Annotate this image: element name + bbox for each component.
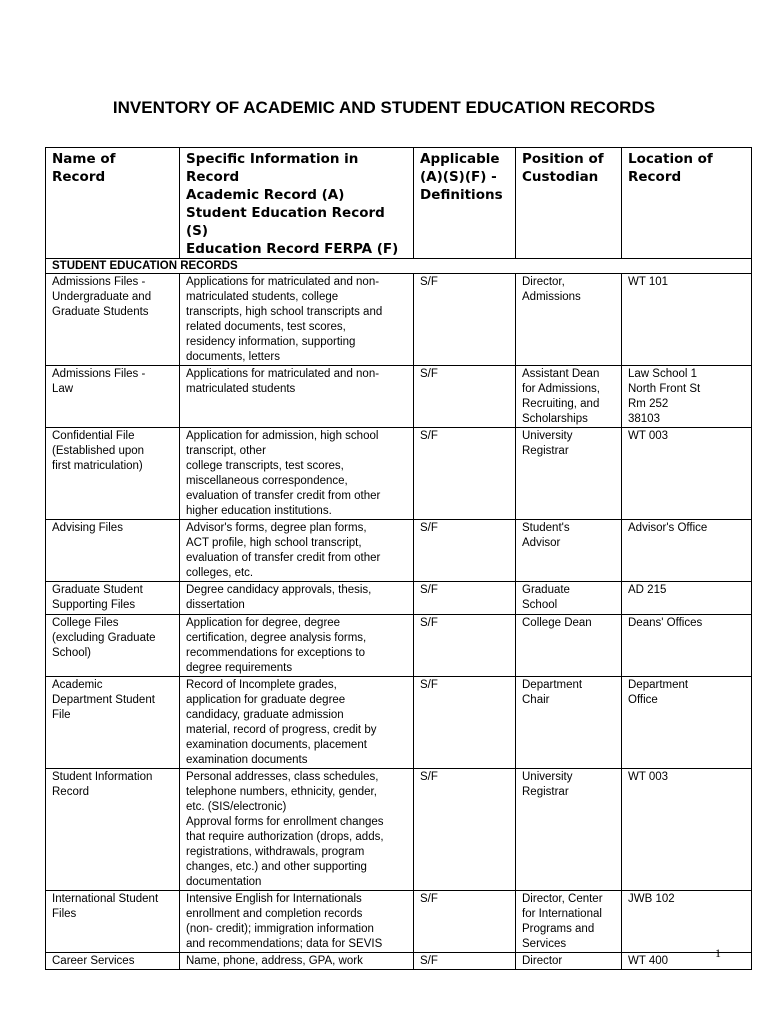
location-cell — [622, 366, 752, 428]
document-title: INVENTORY OF ACADEMIC AND STUDENT EDUCATION RECORDS — [112, 98, 656, 117]
table-row — [46, 274, 752, 366]
record-name-cell — [46, 615, 180, 677]
cell-line: Name, phone, address, GPA, work — [186, 955, 363, 967]
record-name-cell — [46, 582, 180, 615]
cell-line: Department Student — [52, 694, 155, 706]
cell-line: Director, — [522, 276, 565, 288]
header-line: Record — [628, 169, 682, 185]
cell-line: college transcripts, test scores, — [186, 460, 344, 472]
cell-line: matriculated students, college — [186, 291, 339, 303]
cell-line: Degree candidacy approvals, thesis, — [186, 584, 372, 596]
cell-line: JWB 102 — [628, 893, 675, 905]
custodian-cell — [516, 274, 622, 366]
cell-line: registrations, withdrawals, program — [186, 846, 365, 858]
cell-line: Approval forms for enrollment changes — [186, 816, 384, 828]
header-line: Custodian — [522, 169, 599, 185]
cell-line: Intensive English for Internationals — [186, 893, 362, 905]
custodian-cell — [516, 366, 622, 428]
cell-line: higher education institutions. — [186, 505, 332, 517]
cell-line: (excluding Graduate — [52, 632, 156, 644]
header-line: Student Education Record (S) — [186, 205, 385, 239]
header-line: Applicable — [420, 151, 500, 167]
cell-line: colleges, etc. — [186, 567, 254, 579]
location-cell — [622, 428, 752, 520]
cell-line: WT 101 — [628, 276, 669, 288]
cell-line: Rm 252 — [628, 398, 669, 410]
applicable-cell — [414, 520, 516, 582]
header-applicable — [414, 148, 516, 259]
record-info-cell — [180, 366, 414, 428]
cell-line: matriculated students — [186, 383, 296, 395]
cell-line: documentation — [186, 876, 262, 888]
cell-line: School) — [52, 647, 91, 659]
cell-line: Office — [628, 694, 658, 706]
cell-line: S/F — [420, 430, 438, 442]
cell-line: Career Services — [52, 955, 135, 967]
table-row — [46, 769, 752, 891]
cell-line: Student Information — [52, 771, 153, 783]
cell-line: Law School 1 — [628, 368, 698, 380]
table-row — [46, 520, 752, 582]
record-info-cell — [180, 891, 414, 953]
cell-line: Personal addresses, class schedules, — [186, 771, 379, 783]
cell-line: for International — [522, 908, 602, 920]
header-line: Location of — [628, 151, 713, 167]
record-name-cell — [46, 891, 180, 953]
cell-line: S/F — [420, 679, 438, 691]
applicable-cell — [414, 953, 516, 970]
records-table — [45, 147, 752, 970]
header-line: Specific Information in Record — [186, 151, 359, 185]
cell-line: Department — [628, 679, 689, 691]
location-cell — [622, 520, 752, 582]
location-cell — [622, 677, 752, 769]
cell-line: S/F — [420, 276, 438, 288]
cell-line: S/F — [420, 522, 438, 534]
cell-line: School — [522, 599, 558, 611]
record-info-cell — [180, 677, 414, 769]
location-cell — [622, 953, 752, 970]
record-info-cell — [180, 582, 414, 615]
applicable-cell — [414, 428, 516, 520]
applicable-cell — [414, 366, 516, 428]
header-position-of-custodian — [516, 148, 622, 259]
cell-line: Undergraduate and — [52, 291, 152, 303]
cell-line: material, record of progress, credit by — [186, 724, 377, 736]
cell-line: Deans' Offices — [628, 617, 703, 629]
cell-line: degree requirements — [186, 662, 293, 674]
cell-line: Application for admission, high school — [186, 430, 379, 442]
table-row — [46, 428, 752, 520]
location-cell — [622, 769, 752, 891]
applicable-cell — [414, 677, 516, 769]
cell-line: Recruiting, and — [522, 398, 600, 410]
page-number: 1 — [715, 946, 721, 960]
record-info-cell — [180, 428, 414, 520]
cell-line: Scholarships — [522, 413, 588, 425]
cell-line: College Files — [52, 617, 119, 629]
header-specific-information — [180, 148, 414, 259]
cell-line: S/F — [420, 955, 438, 967]
cell-line: for Admissions, — [522, 383, 600, 395]
cell-line: S/F — [420, 368, 438, 380]
cell-line: Applications for matriculated and non- — [186, 276, 380, 288]
cell-line: Advisor — [522, 537, 561, 549]
custodian-cell — [516, 891, 622, 953]
cell-line: Admissions Files - — [52, 368, 146, 380]
record-name-cell — [46, 428, 180, 520]
header-line: (A)(S)(F) - — [420, 169, 497, 185]
cell-line: first matriculation) — [52, 460, 143, 472]
cell-line: Student's — [522, 522, 570, 534]
cell-line: Programs and — [522, 923, 595, 935]
cell-line: examination documents, placement — [186, 739, 367, 751]
header-line: Position of — [522, 151, 604, 167]
custodian-cell — [516, 769, 622, 891]
record-name-cell — [46, 366, 180, 428]
cell-line: Registrar — [522, 445, 569, 457]
applicable-cell — [414, 891, 516, 953]
section-row — [46, 259, 752, 274]
record-info-cell — [180, 953, 414, 970]
cell-line: related documents, test scores, — [186, 321, 346, 333]
cell-line: enrollment and completion records — [186, 908, 363, 920]
header-line: Definitions — [420, 187, 503, 203]
record-info-cell — [180, 615, 414, 677]
cell-line: Applications for matriculated and non- — [186, 368, 380, 380]
cell-line: S/F — [420, 584, 438, 596]
cell-line: S/F — [420, 617, 438, 629]
cell-line: S/F — [420, 771, 438, 783]
cell-line: telephone numbers, ethnicity, gender, — [186, 786, 377, 798]
cell-line: Application for degree, degree — [186, 617, 341, 629]
cell-line: WT 003 — [628, 430, 669, 442]
header-line: Academic Record (A) — [186, 187, 345, 203]
custodian-cell — [516, 615, 622, 677]
applicable-cell — [414, 274, 516, 366]
cell-line: Director — [522, 955, 563, 967]
table-header-row — [46, 148, 752, 259]
table-row — [46, 891, 752, 953]
cell-line: etc. (SIS/electronic) — [186, 801, 287, 813]
cell-line: Record of Incomplete grades, — [186, 679, 337, 691]
cell-line: Confidential File — [52, 430, 135, 442]
cell-line: Assistant Dean — [522, 368, 600, 380]
location-cell — [622, 582, 752, 615]
record-info-cell — [180, 520, 414, 582]
cell-line: Registrar — [522, 786, 569, 798]
table-row — [46, 582, 752, 615]
cell-line: College Dean — [522, 617, 592, 629]
cell-line: evaluation of transfer credit from other — [186, 552, 381, 564]
cell-line: WT 400 — [628, 955, 669, 967]
header-line: Name of Record — [52, 151, 116, 185]
cell-line: Department — [522, 679, 583, 691]
cell-line: dissertation — [186, 599, 245, 611]
record-name-cell — [46, 677, 180, 769]
custodian-cell — [516, 582, 622, 615]
cell-line: evaluation of transfer credit from other — [186, 490, 381, 502]
table-row — [46, 677, 752, 769]
cell-line: candidacy, graduate admission — [186, 709, 344, 721]
cell-line: Supporting Files — [52, 599, 136, 611]
cell-line: North Front St — [628, 383, 701, 395]
cell-line: Admissions — [522, 291, 581, 303]
cell-line: Law — [52, 383, 74, 395]
record-info-cell — [180, 274, 414, 366]
cell-line: ACT profile, high school transcript, — [186, 537, 362, 549]
cell-line: (non- credit); immigration information — [186, 923, 374, 935]
applicable-cell — [414, 769, 516, 891]
cell-line: Graduate Students — [52, 306, 149, 318]
header-line: Education Record FERPA (F) — [186, 241, 399, 257]
cell-line: Director, Center — [522, 893, 603, 905]
cell-line: and recommendations; data for SEVIS — [186, 938, 383, 950]
cell-line: Files — [52, 908, 77, 920]
cell-line: AD 215 — [628, 584, 667, 596]
cell-line: Advising Files — [52, 522, 123, 534]
cell-line: transcripts, high school transcripts and — [186, 306, 383, 318]
cell-line: (Established upon — [52, 445, 145, 457]
location-cell — [622, 891, 752, 953]
cell-line: Chair — [522, 694, 550, 706]
record-info-cell — [180, 769, 414, 891]
cell-line: recommendations for exceptions to — [186, 647, 365, 659]
custodian-cell — [516, 953, 622, 970]
cell-line: S/F — [420, 893, 438, 905]
cell-line: Admissions Files - — [52, 276, 146, 288]
custodian-cell — [516, 428, 622, 520]
cell-line: residency information, supporting — [186, 336, 356, 348]
cell-line: University — [522, 771, 573, 783]
cell-line: 38103 — [628, 413, 660, 425]
cell-line: application for graduate degree — [186, 694, 346, 706]
record-name-cell — [46, 953, 180, 970]
cell-line: certification, degree analysis forms, — [186, 632, 367, 644]
table-row — [46, 953, 752, 970]
cell-line: Advisor's Office — [628, 522, 708, 534]
applicable-cell — [414, 615, 516, 677]
cell-line: WT 003 — [628, 771, 669, 783]
cell-line: University — [522, 430, 573, 442]
cell-line: Graduate — [522, 584, 570, 596]
record-name-cell — [46, 769, 180, 891]
section-label: STUDENT EDUCATION RECORDS — [46, 259, 752, 274]
table-row — [46, 615, 752, 677]
custodian-cell — [516, 520, 622, 582]
cell-line: changes, etc.) and other supporting — [186, 861, 367, 873]
custodian-cell — [516, 677, 622, 769]
cell-line: File — [52, 709, 71, 721]
cell-line: Graduate Student — [52, 584, 143, 596]
table-row — [46, 366, 752, 428]
cell-line: documents, letters — [186, 351, 280, 363]
cell-line: Academic — [52, 679, 103, 691]
location-cell — [622, 274, 752, 366]
record-name-cell — [46, 274, 180, 366]
applicable-cell — [414, 582, 516, 615]
header-location-of-record — [622, 148, 752, 259]
cell-line: Services — [522, 938, 567, 950]
cell-line: Record — [52, 786, 90, 798]
cell-line: International Student — [52, 893, 159, 905]
cell-line: examination documents — [186, 754, 308, 766]
location-cell — [622, 615, 752, 677]
cell-line: miscellaneous correspondence, — [186, 475, 348, 487]
cell-line: that require authorization (drops, adds, — [186, 831, 384, 843]
header-name-of-record — [46, 148, 180, 259]
cell-line: Advisor's forms, degree plan forms, — [186, 522, 367, 534]
cell-line: transcript, other — [186, 445, 266, 457]
record-name-cell — [46, 520, 180, 582]
